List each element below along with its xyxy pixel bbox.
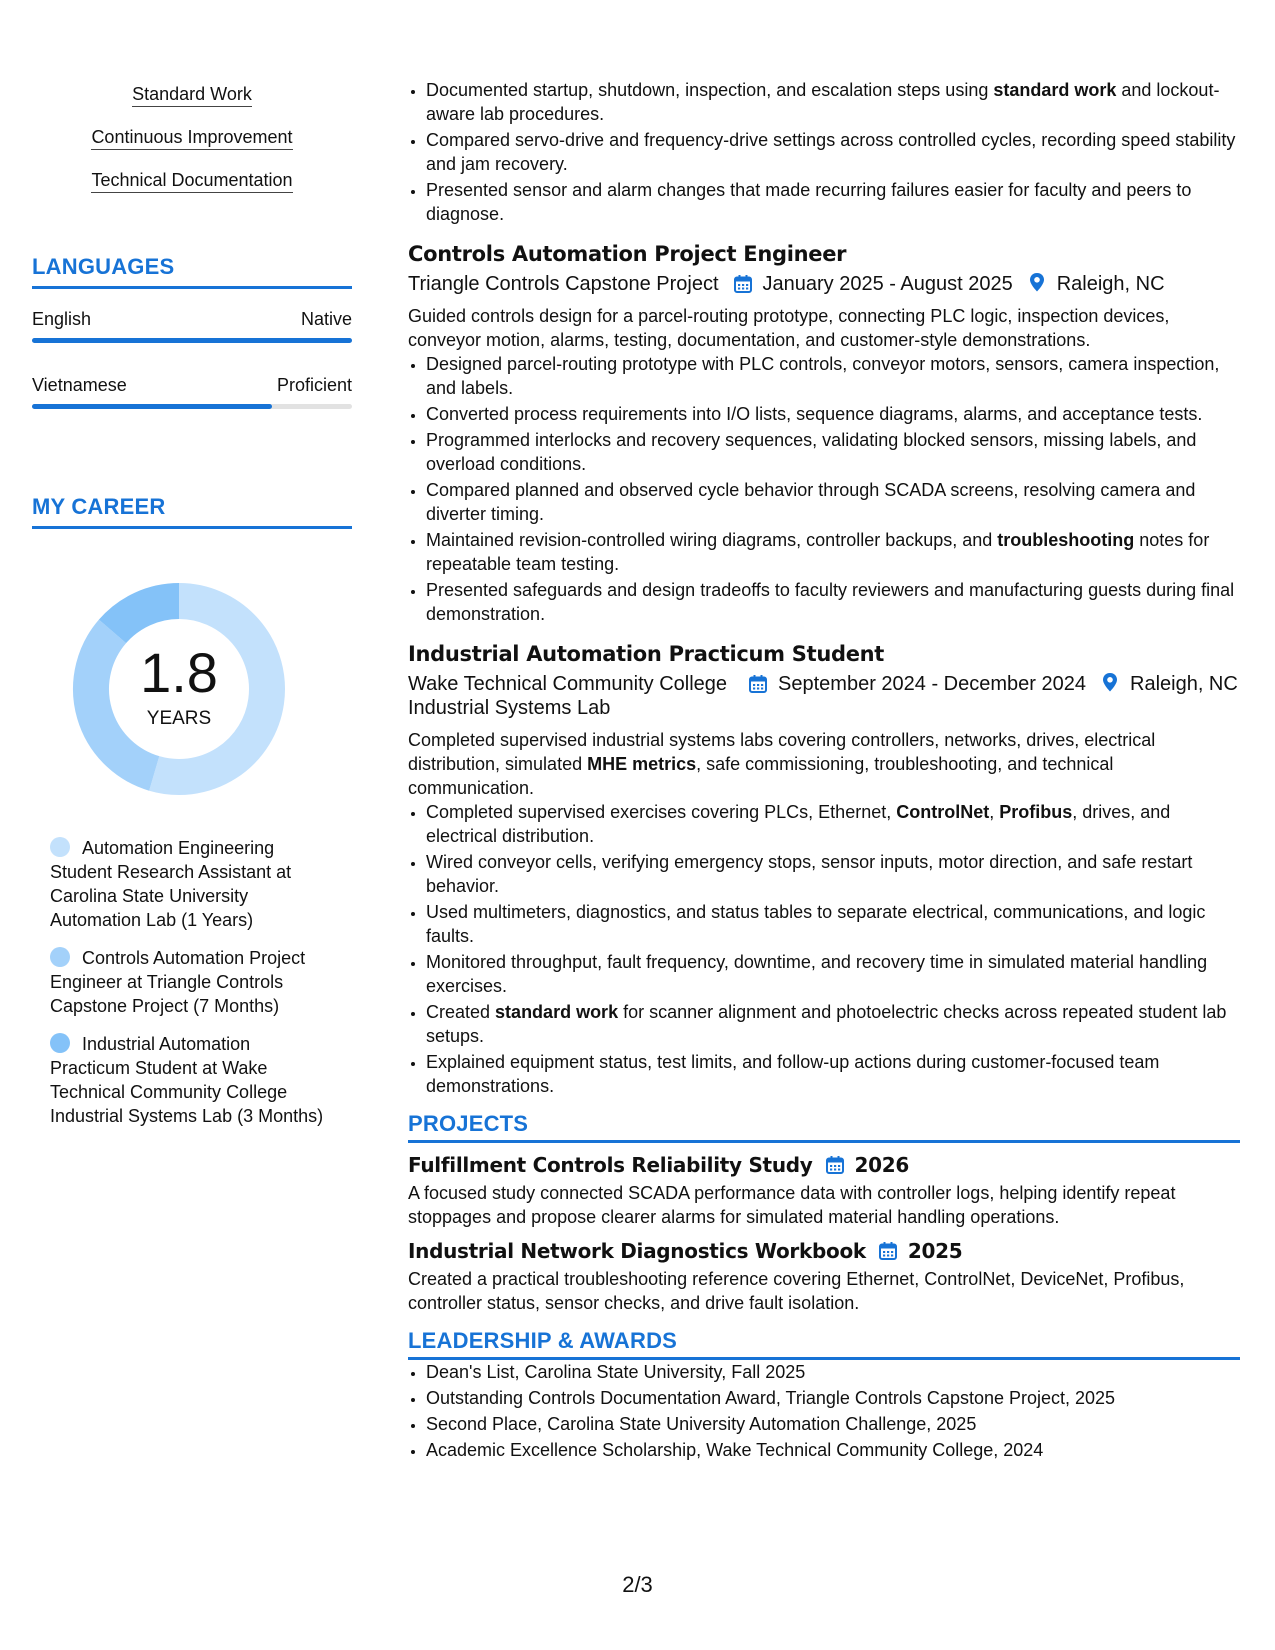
text-run: Completed supervised exercises covering PLCs, Ethernet, <box>426 802 897 822</box>
text-run: , drives, and electrical distribution. <box>426 802 1171 846</box>
bullet-item <box>426 800 1240 848</box>
text-run: Monitored throughput, fault frequency, downtime, and recovery time in simulated material handling exercises. <box>426 952 1208 996</box>
award-item: • Dean's List, Carolina State University, Fall 2025 <box>426 1360 1240 1384</box>
language-entry <box>32 375 352 409</box>
job-location-text: Raleigh, NC <box>1130 673 1238 695</box>
bullet-item <box>426 428 1240 476</box>
legend-swatch <box>50 1033 70 1053</box>
award-item: • Academic Excellence Scholarship, Wake Technical Community College, 2024 <box>426 1438 1240 1462</box>
job-dates <box>733 272 1013 296</box>
text-run: Designed parcel-routing prototype with PLC controls, conveyor motors, sensors, camera inspection, and labels. <box>426 354 1220 398</box>
career-legend-label: Industrial Automation Practicum Student at Wake Technical Community College Industrial Systems Lab (3 Months) <box>50 1034 324 1126</box>
emphasis-keyword: ControlNet <box>896 802 990 822</box>
job-dates-text: September 2024 - December 2024 <box>778 673 1086 695</box>
bullet-item <box>426 850 1240 898</box>
text-run: Wired conveyor cells, verifying emergency stops, sensor inputs, motor direction, and safe restart behavior. <box>426 852 1193 896</box>
bullet-item <box>426 950 1240 998</box>
legend-swatch <box>50 947 70 967</box>
job-meta <box>408 272 1240 296</box>
career-total-unit: YEARS <box>146 708 212 729</box>
job-summary <box>408 728 1240 800</box>
text-run: Presented sensor and alarm changes that made recurring failures easier for faculty and peers to diagnose. <box>426 180 1192 224</box>
career-legend-item <box>50 836 330 932</box>
project-header <box>408 1239 1240 1263</box>
job-location <box>1027 272 1165 296</box>
job-organization: Wake Technical Community College Industrial Systems Lab <box>408 673 728 719</box>
job-entry <box>408 242 1240 626</box>
map-pin-icon <box>1100 672 1120 692</box>
language-proficiency-bar <box>32 338 352 343</box>
bullet-item <box>426 1050 1240 1098</box>
job-title: Controls Automation Project Engineer <box>408 242 847 266</box>
job-location <box>1100 672 1240 696</box>
projects-heading: PROJECTS <box>408 1112 1240 1143</box>
calendar-icon <box>878 1241 898 1261</box>
calendar-icon <box>825 1155 845 1175</box>
language-proficiency-fill <box>32 338 352 343</box>
language-proficiency-bar <box>32 404 352 409</box>
career-donut-chart <box>64 574 294 804</box>
project-entry <box>408 1153 1240 1229</box>
text-run: Compared servo-drive and frequency-drive settings across controlled cycles, recording speed stability and jam recovery. <box>426 130 1236 174</box>
career-legend-item <box>50 1032 330 1128</box>
job-entry <box>408 642 1240 1098</box>
bullet-item <box>426 178 1240 226</box>
text-run: for scanner alignment and photoelectric checks across repeated student lab setups. <box>426 1002 1227 1046</box>
language-name: Vietnamese <box>32 375 127 395</box>
job-location-text: Raleigh, NC <box>1056 273 1165 295</box>
text-run: Guided controls design for a parcel-routing prototype, connecting PLC logic, inspection devices, conveyor motion, alarms, testing, documentation, and customer-style demonstrations. <box>408 306 1170 350</box>
award-item: • Second Place, Carolina State University Automation Challenge, 2025 <box>426 1412 1240 1436</box>
calendar-icon <box>748 674 768 694</box>
projects-list <box>408 1153 1240 1315</box>
calendar-icon <box>733 274 753 294</box>
bullet-item <box>426 402 1240 426</box>
bullet-item <box>426 900 1240 948</box>
bullet-item <box>426 1000 1240 1048</box>
bullet-item <box>426 528 1240 576</box>
career-legend-item <box>50 946 330 1018</box>
awards-list <box>408 1360 1240 1462</box>
job-title: Industrial Automation Practicum Student <box>408 642 885 666</box>
text-run: Explained equipment status, test limits, and follow-up actions during customer-focused team demonstrations. <box>426 1052 1160 1096</box>
language-name: English <box>32 309 92 329</box>
job-dates <box>748 672 1086 696</box>
text-run: notes for repeatable team testing. <box>426 530 1210 574</box>
project-description: Created a practical troubleshooting reference covering Ethernet, ControlNet, DeviceNet, Profibus, controller status, sensor checks, and drive fault isolation. <box>408 1269 1185 1313</box>
project-entry <box>408 1239 1240 1315</box>
bullet-item <box>426 578 1240 626</box>
text-run: , <box>989 802 1000 822</box>
languages-section <box>32 254 352 409</box>
skill-item: Technical Documentation <box>91 168 292 193</box>
bullet-item <box>426 128 1240 176</box>
job-dates-text: January 2025 - August 2025 <box>762 273 1013 295</box>
skill-item: Continuous Improvement <box>91 125 292 150</box>
donut-segment <box>112 601 179 631</box>
text-run: Maintained revision-controlled wiring diagrams, controller backups, and <box>426 530 998 550</box>
project-year: 2025 <box>907 1239 963 1263</box>
job-meta <box>408 672 1240 720</box>
text-run: , safe commissioning, troubleshooting, and technical communication. <box>408 754 1114 798</box>
language-proficiency-fill <box>32 404 272 409</box>
language-level: Native <box>300 309 352 329</box>
bullet-item <box>426 352 1240 400</box>
project-header <box>408 1153 1240 1177</box>
career-legend-label: Automation Engineering Student Research Assistant at Carolina State University Automation Lab (1 Years) <box>50 838 292 930</box>
project-description: A focused study connected SCADA performance data with controller logs, helping identify repeat stoppages and propose clearer alarms for simulated material handling operations. <box>408 1183 1176 1227</box>
text-run: and lockout-aware lab procedures. <box>426 80 1220 124</box>
skill-item: Standard Work <box>132 82 252 107</box>
text-run: Programmed interlocks and recovery sequences, validating blocked sensors, missing labels, and overload conditions. <box>426 430 1197 474</box>
text-run: Converted process requirements into I/O lists, sequence diagrams, alarms, and acceptance tests. <box>426 404 1203 424</box>
career-section <box>32 494 352 1126</box>
job-organization: Triangle Controls Capstone Project <box>408 273 719 295</box>
emphasis-keyword: standard work <box>495 1002 619 1022</box>
text-run: Completed supervised industrial systems labs covering controllers, networks, drives, electrical distribution, simulated <box>408 730 1156 774</box>
text-run: Used multimeters, diagnostics, and status tables to separate electrical, communications, and logic faults. <box>426 902 1206 946</box>
career-total-value: 1.8 <box>140 641 218 704</box>
map-pin-icon <box>1027 272 1047 292</box>
language-level: Proficient <box>276 375 352 395</box>
project-year: 2026 <box>854 1153 909 1177</box>
page-number: 2/3 <box>622 1572 653 1597</box>
language-entry <box>32 309 352 343</box>
emphasis-keyword: troubleshooting <box>997 530 1135 550</box>
career-heading: MY CAREER <box>32 494 352 529</box>
languages-heading: LANGUAGES <box>32 254 352 289</box>
emphasis-keyword: MHE metrics <box>587 754 697 774</box>
project-title: Industrial Network Diagnostics Workbook <box>408 1239 866 1263</box>
job-bullet-list <box>408 352 1240 626</box>
legend-swatch <box>50 837 70 857</box>
bullet-item <box>426 478 1240 526</box>
awards-heading: LEADERSHIP & AWARDS <box>408 1329 1240 1360</box>
emphasis-keyword: standard work <box>993 80 1117 100</box>
main-content <box>408 78 1240 1464</box>
career-legend <box>50 836 330 1142</box>
text-run: Presented safeguards and design tradeoffs to faculty reviewers and manufacturing guests during final demonstration. <box>426 580 1235 624</box>
career-legend-label: Controls Automation Project Engineer at Triangle Controls Capstone Project (7 Months) <box>50 948 306 1016</box>
continued-bullet-list <box>408 78 1240 226</box>
project-title: Fulfillment Controls Reliability Study <box>408 1153 813 1177</box>
text-run: Created <box>426 1002 496 1022</box>
job-summary <box>408 304 1240 352</box>
award-item: • Outstanding Controls Documentation Award, Triangle Controls Capstone Project, 2025 <box>426 1386 1240 1410</box>
experience-list <box>408 242 1240 1098</box>
text-run: Compared planned and observed cycle behavior through SCADA screens, resolving camera and diverter timing. <box>426 480 1196 524</box>
job-bullet-list <box>408 800 1240 1098</box>
emphasis-keyword: Profibus <box>999 802 1073 822</box>
text-run: Documented startup, shutdown, inspection, and escalation steps using <box>426 80 994 100</box>
skills-list <box>32 82 352 211</box>
bullet-item <box>426 78 1240 126</box>
